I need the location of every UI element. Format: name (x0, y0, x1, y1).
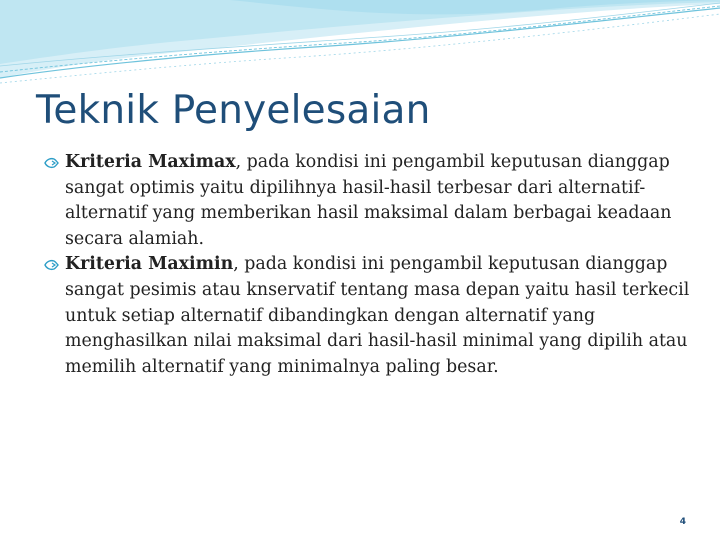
bullet-term: Kriteria Maximin (65, 254, 234, 275)
slide-title: Teknik Penyelesaian (36, 88, 431, 133)
bullet-item-maximin (44, 252, 694, 380)
bullet-text: , pada kondisi ini pengambil keputusan dianggap sangat pesimis atau knservatif tentang masa depan yaitu hasil terkecil untuk setiap alternatif dibandingkan dengan alternatif yang menghasilkan nilai maksimal dari hasil-hasil minimal yang dipilih atau memilih alternatif yang minimalnya paling besar. (65, 254, 690, 377)
top-wave-decoration (0, 0, 720, 90)
bullet-text: , pada kondisi ini pengambil keputusan dianggap sangat optimis yaitu dipilihnya hasil-hasil terbesar dari alternatif-alternatif yang memberikan hasil maksimal dalam berbagai keadaan secara alamiah. (65, 152, 672, 249)
bullet-term: Kriteria Maximax (65, 152, 236, 172)
page-number: 4 (679, 517, 686, 527)
bullet-item-maximax (44, 150, 694, 252)
bullet-list (44, 150, 694, 380)
wingdings-bullet-icon (44, 157, 59, 169)
wingdings-bullet-icon (44, 259, 59, 271)
